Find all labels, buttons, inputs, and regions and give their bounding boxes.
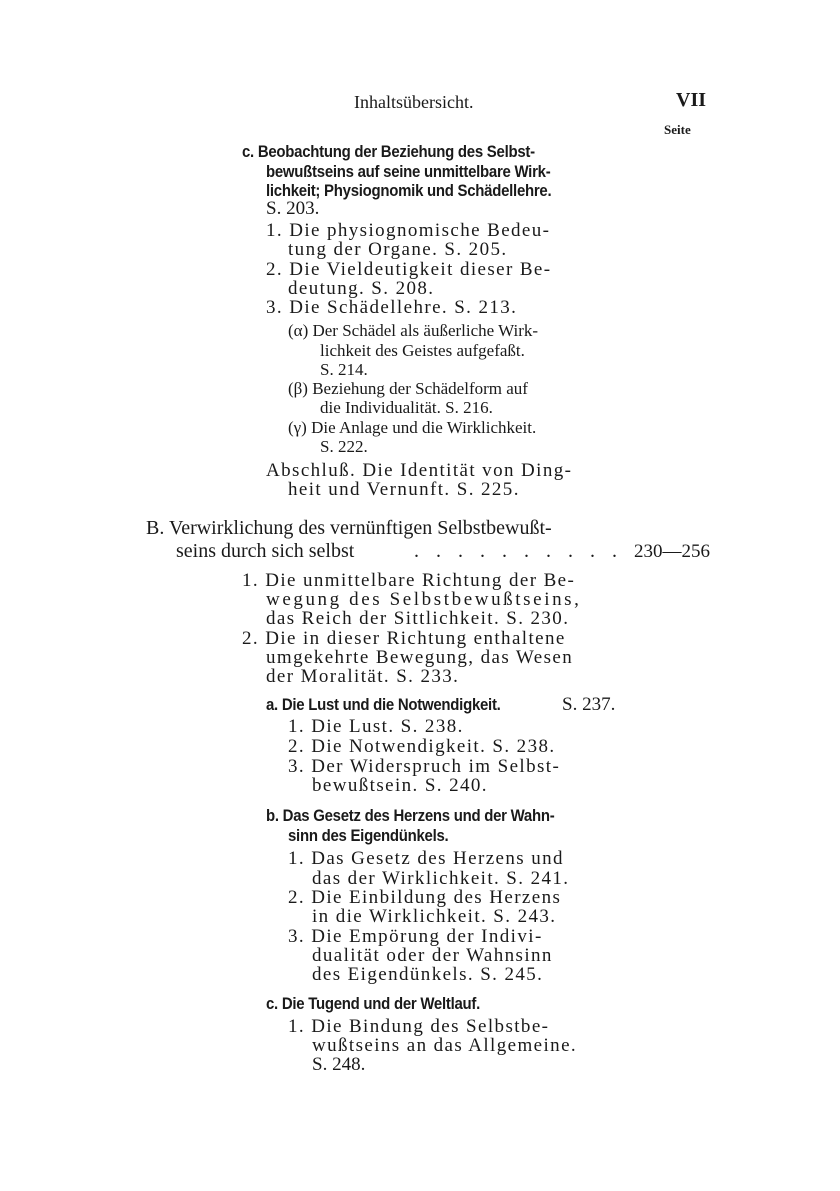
subsection-b-item-2-line-2: in die Wirklichkeit. S. 243. [312,906,557,927]
running-head-title: Inhaltsübersicht. [354,92,474,112]
conclusion-line-1: Abschluß. Die Identität von Ding- [266,460,573,481]
section-c-title-line-1: c. Beobachtung der Beziehung des Selbst- [242,142,535,161]
subsection-c-item-1-line-2: wußtseins an das Allgemeine. [312,1035,578,1056]
leader-dots: . . . . . . . . . . [414,540,623,562]
sub-gamma-line-2: S. 222. [320,437,368,456]
section-c-page-ref: S. 203. [266,198,320,219]
subsection-a-item-3-line-2: bewußtsein. S. 240. [312,775,488,796]
section-B-item-1-line-3: das Reich der Sittlichkeit. S. 230. [266,608,570,629]
subsection-b-item-3-line-1: 3. Die Empörung der Indivi- [288,926,543,947]
subsection-b-item-2-line-1: 2. Die Einbildung des Herzens [288,887,562,908]
subsection-b-title-line-2: sinn des Eigendünkels. [288,826,449,845]
sub-beta-line-2: die Individualität. S. 216. [320,398,493,417]
section-c-item-1-line-2: tung der Organe. S. 205. [288,239,508,260]
section-B-item-1-line-1: 1. Die unmittelbare Richtung der Be- [242,570,576,591]
section-B-item-2-line-2: umgekehrte Bewegung, das Wesen [266,647,574,668]
page-column-label: Seite [664,122,691,137]
subsection-c-title: c. Die Tugend und der Weltlauf. [266,994,481,1013]
subsection-a-item-3-line-1: 3. Der Widerspruch im Selbst- [288,756,561,777]
subsection-b-item-3-line-3: des Eigendünkels. S. 245. [312,964,544,985]
subsection-a-item-2: 2. Die Notwendigkeit. S. 238. [288,736,556,757]
subsection-a-item-1: 1. Die Lust. S. 238. [288,716,464,737]
section-B-item-2-line-3: der Moralität. S. 233. [266,666,460,687]
section-B-title-line-2: seins durch sich selbst [176,540,355,562]
section-B-item-2-line-1: 2. Die in dieser Richtung enthaltene [242,628,566,649]
section-B-title-line-1: B. Verwirklichung des vernünftigen Selbstbewußt- [146,517,552,539]
section-c-title-line-3: lichkeit; Physiognomik und Schädellehre. [266,181,552,200]
section-c-item-1-line-1: 1. Die physiognomische Bedeu- [266,220,551,241]
subsection-c-item-1-line-3: S. 248. [312,1054,366,1075]
section-c-item-2-line-1: 2. Die Vieldeutigkeit dieser Be- [266,259,552,280]
subsection-a-title: a. Die Lust und die Notwendigkeit. [266,695,501,714]
subsection-a-page-ref: S. 237. [562,694,616,715]
section-B-page-range: 230—256 [634,541,710,562]
section-c-item-3: 3. Die Schädellehre. S. 213. [266,297,518,318]
subsection-b-item-1-line-1: 1. Das Gesetz des Herzens und [288,848,564,869]
subsection-c-item-1-line-1: 1. Die Bindung des Selbstbe- [288,1016,550,1037]
sub-gamma-line-1: (γ) Die Anlage und die Wirklichkeit. [288,418,537,437]
page-number: VII [676,89,707,111]
sub-alpha-line-2: lichkeit des Geistes aufgefaßt. [320,341,525,360]
section-c-title-line-2: bewußtseins auf seine unmittelbare Wirk- [266,162,551,181]
sub-alpha-line-3: S. 214. [320,360,368,379]
section-B-item-1-line-2: wegung des Selbstbewußtseins, [266,589,582,610]
sub-beta-line-1: (β) Beziehung der Schädelform auf [288,379,528,398]
sub-alpha-line-1: (α) Der Schädel als äußerliche Wirk- [288,321,539,340]
section-c-item-2-line-2: deutung. S. 208. [288,278,435,299]
subsection-b-title-line-1: b. Das Gesetz des Herzens und der Wahn- [266,806,555,825]
conclusion-line-2: heit und Vernunft. S. 225. [288,479,520,500]
subsection-b-item-1-line-2: das der Wirklichkeit. S. 241. [312,868,570,889]
subsection-b-item-3-line-2: dualität oder der Wahnsinn [312,945,553,966]
